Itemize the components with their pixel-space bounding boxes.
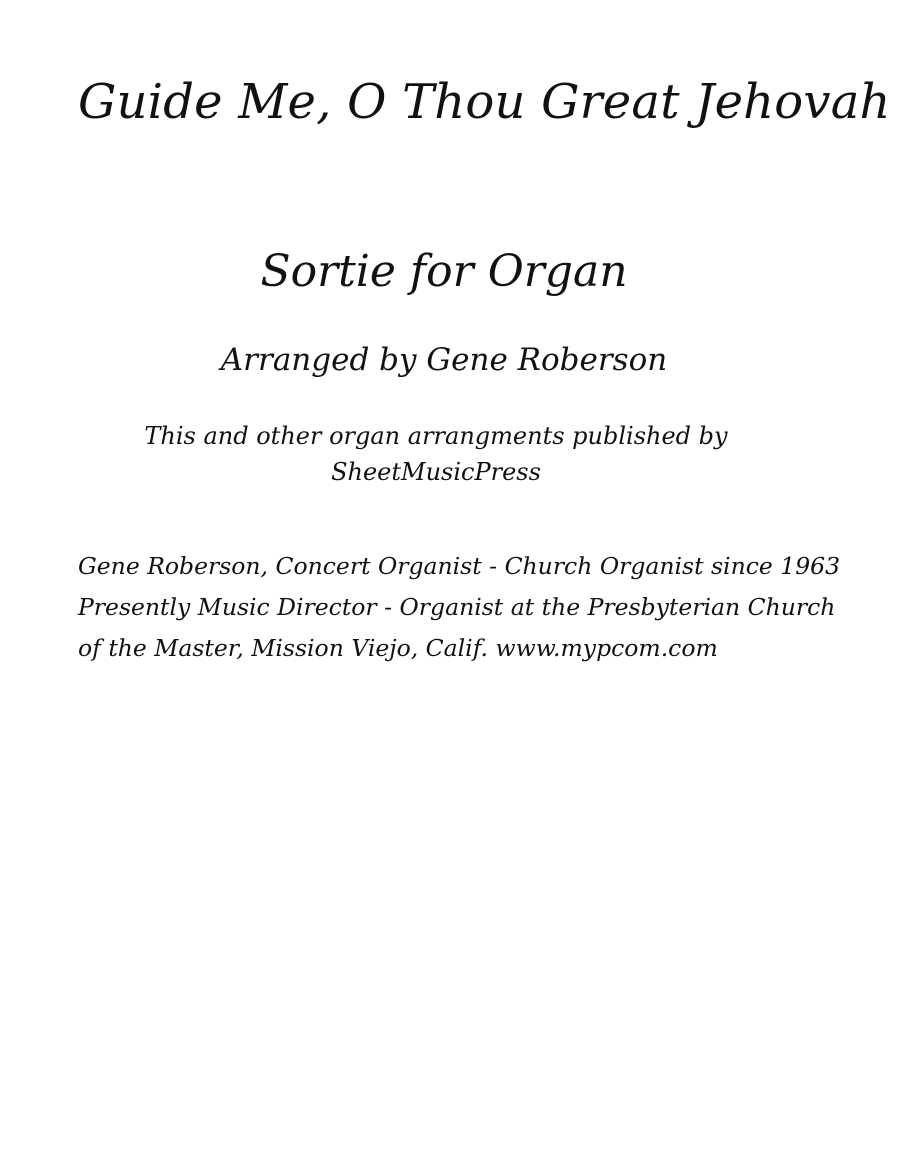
bio-line: Gene Roberson, Concert Organist - Church Organist since 1963	[78, 552, 841, 580]
bio-line: Presently Music Director - Organist at the Presbyterian Church	[78, 593, 836, 621]
piece-subtitle: Sortie for Organ	[260, 246, 628, 297]
publisher-name: SheetMusicPress	[331, 458, 541, 486]
publisher-note-line: This and other organ arrangments published by	[144, 422, 728, 450]
arranger-bio	[78, 546, 840, 669]
bio-line: of the Master, Mission Viejo, Calif. www.mypcom.com	[78, 634, 718, 662]
hymn-title: Guide Me, O Thou Great Jehovah	[78, 74, 891, 130]
publisher-note	[0, 418, 872, 490]
arranger-credit: Arranged by Gene Roberson	[220, 342, 668, 378]
